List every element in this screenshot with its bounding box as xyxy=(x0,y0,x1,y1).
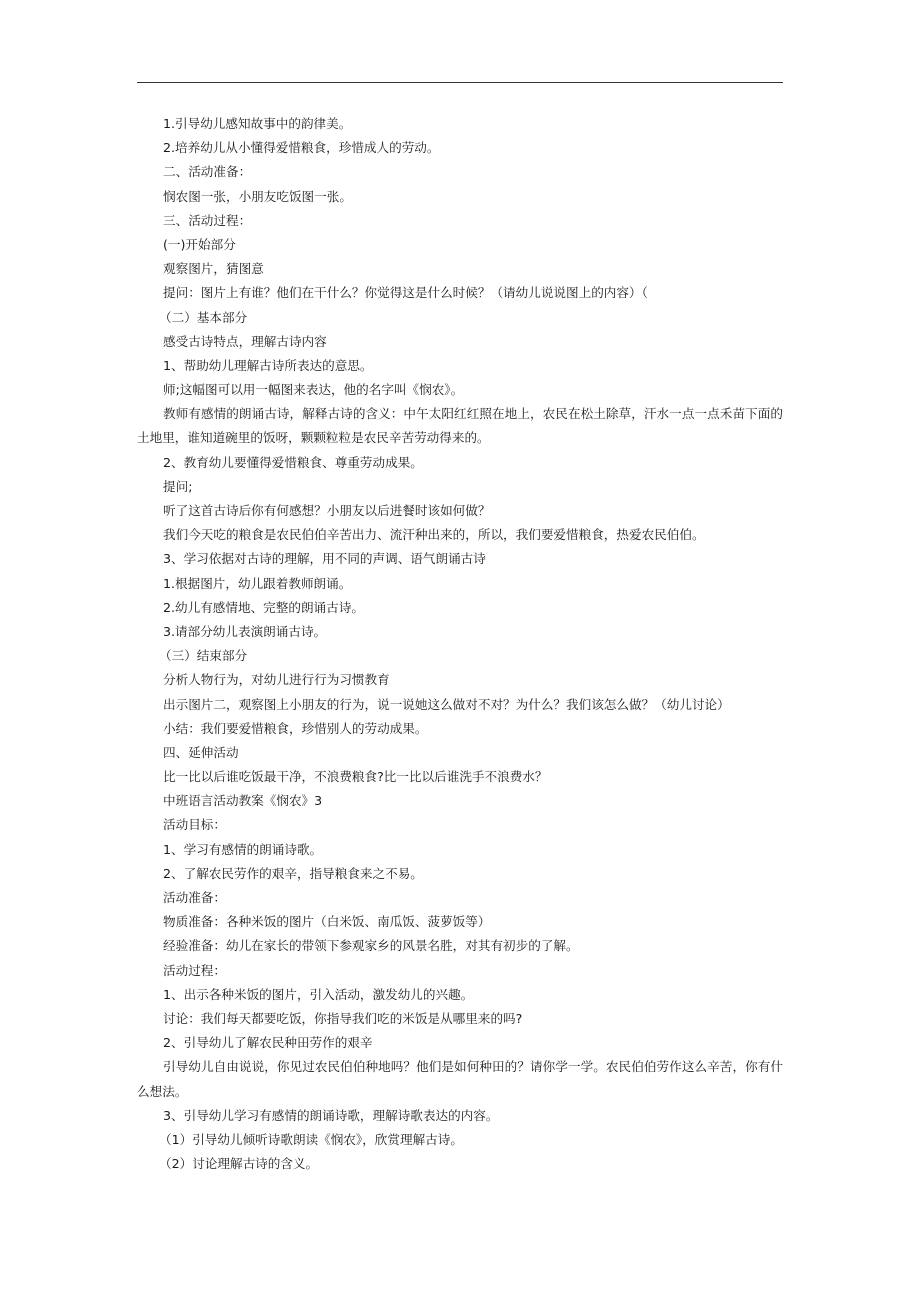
text-line: 3.请部分幼儿表演朗诵古诗。 xyxy=(163,623,327,639)
text-line: 1、出示各种米饭的图片，引入活动，激发幼儿的兴趣。 xyxy=(163,986,474,1002)
text-line: 2、了解农民劳作的艰辛，指导粮食来之不易。 xyxy=(163,865,423,881)
text-line: 讨论：我们每天都要吃饭，你指导我们吃的米饭是从哪里来的吗? xyxy=(163,1010,523,1026)
text-line: 经验准备：幼儿在家长的带领下参观家乡的风景名胜，对其有初步的了解。 xyxy=(163,938,579,954)
text-line: 活动过程： xyxy=(163,962,226,978)
text-line: 提问：图片上有谁？他们在干什么？你觉得这是什么时候？（请幼儿说说图上的内容）（ xyxy=(163,285,648,301)
text-line: 3、引导幼儿学习有感情的朗诵诗歌，理解诗歌表达的内容。 xyxy=(163,1107,499,1123)
text-line: 我们今天吃的粮食是农民伯伯辛苦出力、流汗种出来的，所以，我们要爱惜粮食，热爱农民伯伯。 xyxy=(163,527,705,543)
text-line: 物质准备：各种米饭的图片（白米饭、南瓜饭、菠萝饭等） xyxy=(163,914,491,930)
document-title: 中班语言活动教案《悯农》3 xyxy=(163,793,323,809)
section-heading: 三、活动过程： xyxy=(163,212,252,228)
subsection-heading: （三）结束部分 xyxy=(159,648,248,664)
text-line: 1.根据图片，幼儿跟着教师朗诵。 xyxy=(163,575,352,591)
text-line: 活动准备： xyxy=(163,890,226,906)
text-line: 提问; xyxy=(163,478,193,494)
paragraph: 教师有感情的朗诵古诗，解释古诗的含义：中午太阳红红照在地上，农民在松土除草，汗水一点一点禾苗下面的土地里，谁知道碗里的饭呀，颗颗粒粒是农民辛苦劳动得来的。 xyxy=(137,406,783,446)
subsection-heading: （二）基本部分 xyxy=(159,309,248,325)
text-line: 小结：我们要爱惜粮食，珍惜别人的劳动成果。 xyxy=(163,720,428,736)
text-line: 2.培养幼儿从小懂得爱惜粮食，珍惜成人的劳动。 xyxy=(163,140,440,156)
text-line: 分析人物行为，对幼儿进行行为习惯教育 xyxy=(163,672,390,688)
text-line: 2、引导幼儿了解农民种田劳作的艰辛 xyxy=(163,1035,373,1051)
document-body xyxy=(137,112,783,1176)
text-line: 1.引导幼儿感知故事中的韵律美。 xyxy=(163,116,352,131)
text-line: 悯农图一张，小朋友吃饭图一张。 xyxy=(163,188,352,204)
text-line: 2、教育幼儿要懂得爱惜粮食、尊重劳动成果。 xyxy=(163,454,423,470)
text-line: 活动目标： xyxy=(163,817,226,833)
text-line: 比一比以后谁吃饭最干净，不浪费粮食?比一比以后谁洗手不浪费水？ xyxy=(163,769,548,785)
text-line: （1）引导幼儿倾听诗歌朗读《悯农》，欣赏理解古诗。 xyxy=(159,1131,463,1147)
text-line: （2）讨论理解古诗的含义。 xyxy=(159,1156,319,1172)
text-line: 听了这首古诗后你有何感想？小朋友以后进餐时该如何做？ xyxy=(163,503,491,519)
text-line: 观察图片，猜图意 xyxy=(163,261,264,277)
subsection-heading: (一)开始部分 xyxy=(163,236,236,252)
text-line: 2.幼儿有感情地、完整的朗诵古诗。 xyxy=(163,599,364,615)
text-line: 感受古诗特点，理解古诗内容 xyxy=(163,333,327,349)
text-line: 出示图片二，观察图上小朋友的行为，说一说她这么做对不对？为什么？我们该怎么做？（幼儿讨论） xyxy=(163,696,730,712)
paragraph: 引导幼儿自由说说，你见过农民伯伯种地吗？他们是如何种田的？请你学一学。农民伯伯劳作这么辛苦，你有什么想法。 xyxy=(137,1059,783,1099)
text-line: 3、学习依据对古诗的理解，用不同的声调、语气朗诵古诗 xyxy=(163,551,486,567)
text-line: 1、学习有感情的朗诵诗歌。 xyxy=(163,841,323,857)
header-rule xyxy=(137,82,783,83)
text-line: 师;这幅图可以用一幅图来表达，他的名字叫《悯农》。 xyxy=(163,382,464,398)
section-heading: 二、活动准备： xyxy=(163,164,252,180)
text-line: 1、帮助幼儿理解古诗所表达的意思。 xyxy=(163,357,373,373)
section-heading: 四、延伸活动 xyxy=(163,744,239,760)
